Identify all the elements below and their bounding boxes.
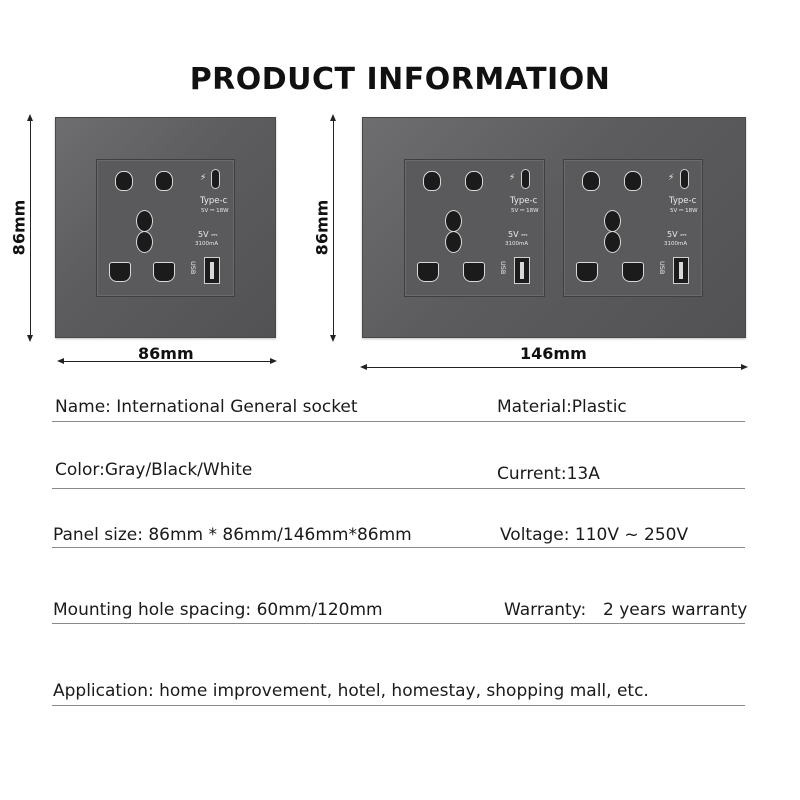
spec-warranty-label: Warranty: (504, 600, 587, 620)
spec-mounting: Mounting hole spacing: 60mm/120mm (53, 600, 383, 620)
type-c-port (680, 169, 689, 189)
usb-voltage-label: 5V ⎓ (198, 230, 218, 239)
usb-a-port (204, 257, 220, 284)
usb-current-label: 3100mA (505, 241, 529, 247)
single-socket-panel (55, 117, 276, 338)
type-c-port (521, 169, 530, 189)
divider (52, 705, 745, 706)
round-pin-hole (423, 171, 441, 191)
round-pin-hole (155, 171, 173, 191)
usb-voltage-label: 5V ⎓ (667, 230, 687, 239)
earth-pin-hole (604, 231, 621, 253)
lightning-icon: ⚡ (200, 173, 207, 183)
earth-pin-hole (445, 210, 462, 232)
usb-label: USB (658, 261, 666, 275)
divider (52, 421, 745, 422)
spec-color: Color:Gray/Black/White (55, 460, 253, 480)
usb-current-label: 3100mA (664, 241, 688, 247)
round-pin-hole (115, 171, 133, 191)
round-pin-hole (582, 171, 600, 191)
round-pin-hole (624, 171, 642, 191)
lightning-icon: ⚡ (509, 173, 516, 183)
single-width-label: 86mm (138, 344, 194, 363)
single-height-label: 86mm (9, 199, 29, 256)
type-c-spec: 5V ⎓ 18W (670, 208, 698, 214)
divider (52, 547, 745, 548)
type-c-spec: 5V ⎓ 18W (201, 208, 229, 214)
divider (52, 623, 745, 624)
spec-current: Current:13A (497, 464, 600, 484)
flat-pin-hole (109, 262, 131, 282)
round-pin-hole (465, 171, 483, 191)
type-c-label: Type-c (200, 196, 228, 206)
flat-pin-hole (417, 262, 439, 282)
spec-warranty-value: 2 years warranty (603, 600, 748, 620)
socket-module-left (404, 159, 545, 297)
flat-pin-hole (622, 262, 644, 282)
double-height-label: 86mm (312, 199, 332, 256)
lightning-icon: ⚡ (668, 173, 675, 183)
spec-name: Name: International General socket (55, 397, 358, 417)
earth-pin-hole (604, 210, 621, 232)
spec-panel-size: Panel size: 86mm * 86mm/146mm*86mm (53, 525, 412, 545)
double-socket-panel (362, 117, 746, 338)
usb-label: USB (189, 261, 197, 275)
type-c-label: Type-c (510, 196, 538, 206)
divider (52, 488, 745, 489)
earth-pin-hole (445, 231, 462, 253)
socket-module-right (563, 159, 703, 297)
usb-a-port (514, 257, 530, 284)
usb-label: USB (499, 261, 507, 275)
flat-pin-hole (463, 262, 485, 282)
flat-pin-hole (153, 262, 175, 282)
double-width-label: 146mm (520, 344, 587, 363)
usb-a-port (673, 257, 689, 284)
spec-voltage: Voltage: 110V ~ 250V (500, 525, 689, 545)
usb-current-label: 3100mA (195, 241, 219, 247)
earth-pin-hole (136, 210, 153, 232)
spec-application: Application: home improvement, hotel, homestay, shopping mall, etc. (53, 681, 649, 701)
type-c-spec: 5V ⎓ 18W (511, 208, 539, 214)
type-c-port (211, 169, 220, 189)
flat-pin-hole (576, 262, 598, 282)
page-title: PRODUCT INFORMATION (189, 62, 611, 97)
earth-pin-hole (136, 231, 153, 253)
type-c-label: Type-c (669, 196, 697, 206)
spec-material: Material:Plastic (497, 397, 627, 417)
socket-module (96, 159, 235, 297)
usb-voltage-label: 5V ⎓ (508, 230, 528, 239)
